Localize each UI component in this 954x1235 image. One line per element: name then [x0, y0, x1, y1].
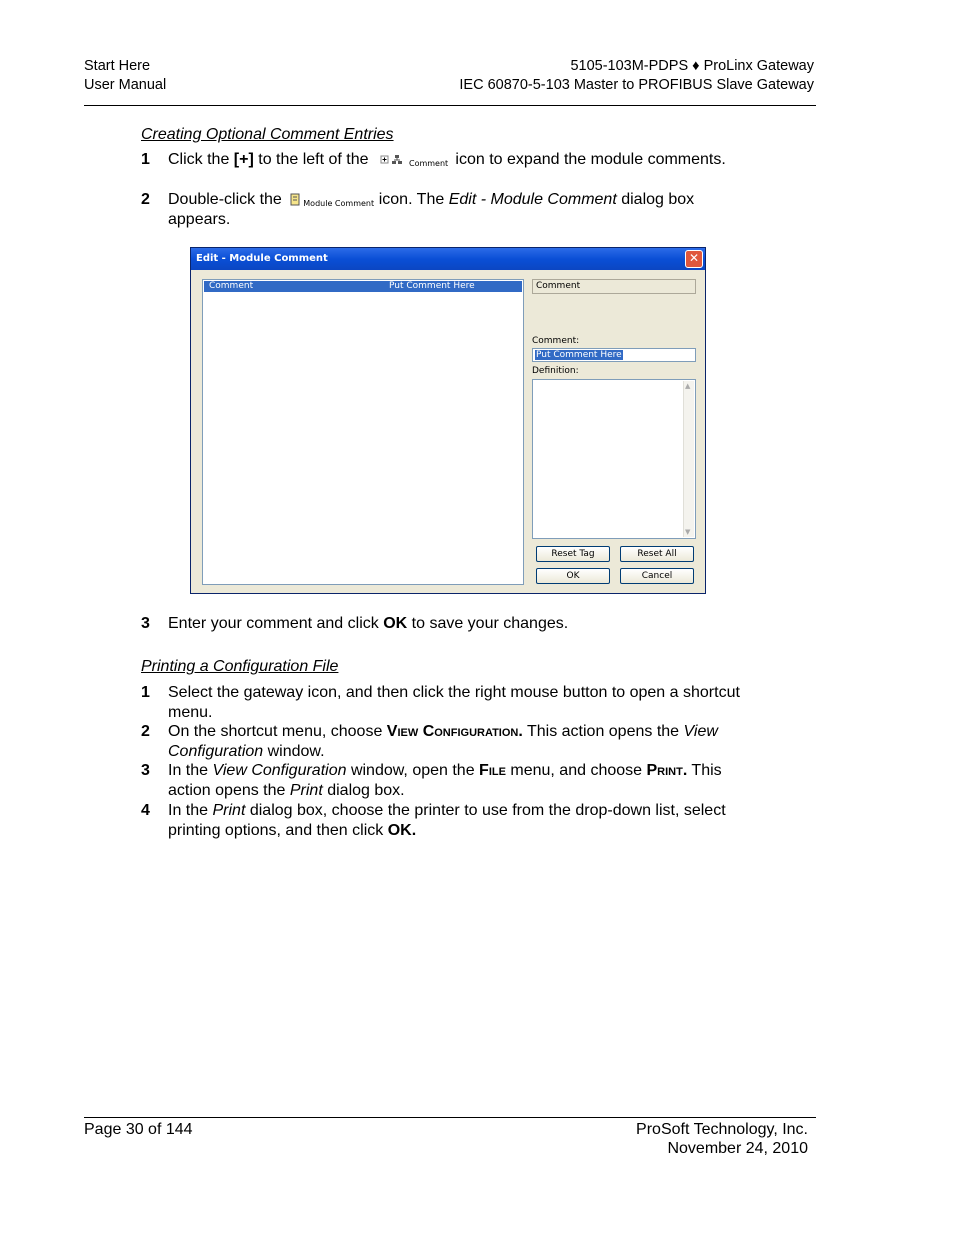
edit-module-comment-dialog [190, 247, 706, 594]
scroll-up-icon[interactable]: ▲ [685, 382, 691, 390]
list-item[interactable] [204, 281, 522, 292]
header-rule [84, 105, 816, 106]
footer-date: November 24, 2010 [667, 1140, 808, 1157]
definition-textarea[interactable] [532, 379, 696, 539]
header-left [84, 57, 166, 95]
step-number: 4 [141, 802, 150, 819]
header-description: IEC 60870-5-103 Master to PROFIBUS Slave Gateway [459, 77, 814, 93]
step-number: 3 [141, 762, 150, 779]
list-item-value: Put Comment Here [389, 281, 475, 291]
definition-label: Definition: [532, 366, 579, 376]
header-section: Start Here [84, 58, 151, 74]
step-number: 2 [141, 723, 150, 740]
cancel-button[interactable]: Cancel [620, 568, 694, 584]
header-doc-type: User Manual [84, 77, 167, 93]
step-number: 3 [141, 615, 150, 632]
footer-rule [84, 1117, 816, 1118]
comment-tree-icon [373, 153, 451, 167]
footer-right [636, 1120, 808, 1158]
reset-all-button[interactable]: Reset All [620, 546, 694, 562]
header-product: 5105-103M-PDPS ♦ ProLinx Gateway [570, 58, 814, 74]
comment-input[interactable]: Put Comment Here [532, 348, 696, 362]
scroll-down-icon[interactable]: ▼ [685, 528, 691, 536]
section-title-comments: Creating Optional Comment Entries [141, 126, 394, 143]
section-title-printing: Printing a Configuration File [141, 658, 339, 675]
definition-scrollbar[interactable] [683, 381, 694, 537]
module-comment-icon [286, 193, 374, 207]
list-item-name: Comment [209, 281, 254, 291]
reset-tag-button[interactable]: Reset Tag [536, 546, 610, 562]
dialog-title: Edit - Module Comment [196, 253, 328, 264]
dialog-titlebar [191, 248, 705, 270]
close-icon[interactable]: ✕ [685, 250, 703, 268]
comment-icon-label: Comment [408, 158, 449, 168]
step-number: 2 [141, 191, 150, 208]
comment-label: Comment: [532, 336, 580, 346]
name-field: Comment [532, 279, 696, 294]
page-number: Page 30 of 144 [84, 1121, 193, 1138]
header-right [459, 57, 814, 95]
ok-button[interactable]: OK [536, 568, 610, 584]
comment-list[interactable] [202, 279, 524, 585]
footer-company: ProSoft Technology, Inc. [636, 1121, 808, 1138]
module-comment-icon-label: Module Comment [303, 198, 375, 208]
step-number: 1 [141, 151, 150, 168]
step-number: 1 [141, 684, 150, 701]
